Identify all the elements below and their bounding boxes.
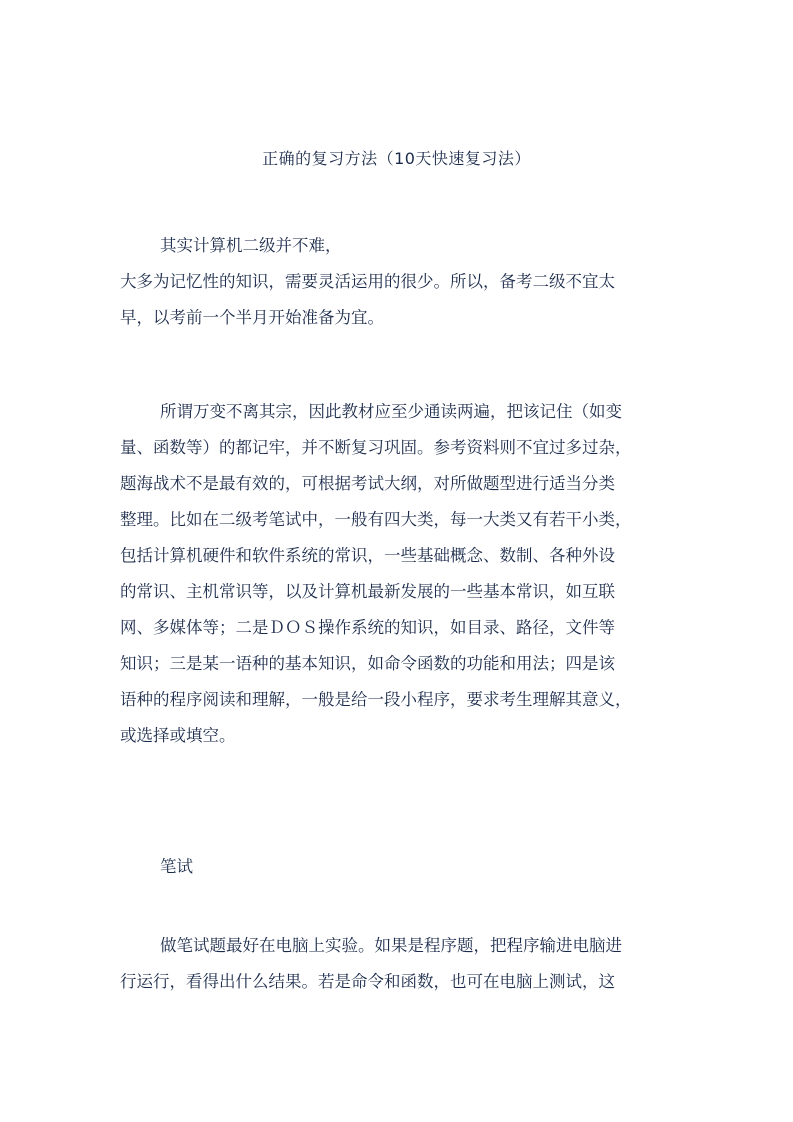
paragraph-method <box>120 394 680 754</box>
paragraph-line: 早，以考前一个半月开始准备为宜。 <box>120 308 384 327</box>
paragraph-line: 大多为记忆性的知识，需要灵活运用的很少。所以，备考二级不宜太 <box>120 272 615 291</box>
paragraph-line: 所谓万变不离其宗，因此教材应至少通读两遍，把该记住（如变 <box>160 402 622 421</box>
paragraph-written-exam <box>120 928 680 1000</box>
section-heading-block <box>120 849 680 885</box>
paragraph-line: 量、函数等）的都记牢，并不断复习巩固。参考资料则不宜过多过杂， <box>120 438 632 457</box>
paragraph-line: 做笔试题最好在电脑上实验。如果是程序题，把程序输进电脑进 <box>160 936 622 955</box>
paragraph-line: 行运行，看得出什么结果。若是命令和函数，也可在电脑上测试，这 <box>120 972 615 991</box>
paragraph-line: 或选择或填空。 <box>120 726 236 745</box>
paragraph-line: 的常识、主机常识等，以及计算机最新发展的一些基本常识，如互联 <box>120 582 615 601</box>
paragraph-line: 包括计算机硬件和软件系统的常识，一些基础概念、数制、各种外设 <box>120 546 615 565</box>
paragraph-line: 整理。比如在二级考笔试中，一般有四大类，每一大类又有若干小类， <box>120 510 632 529</box>
paragraph-line: 网、多媒体等；二是ＤＯＳ操作系统的知识，如目录、路径，文件等 <box>120 618 615 637</box>
paragraph-line: 知识；三是某一语种的基本知识，如命令函数的功能和用法；四是该 <box>120 654 615 673</box>
paragraph-line: 其实计算机二级并不难， <box>160 236 342 255</box>
section-heading: 笔试 <box>160 857 193 876</box>
paragraph-line: 题海战术不是最有效的，可根据考试大纲，对所做题型进行适当分类 <box>120 474 615 493</box>
paragraph-line: 语种的程序阅读和理解，一般是给一段小程序，要求考生理解其意义， <box>120 690 632 709</box>
paragraph-intro <box>120 228 680 336</box>
document-title: 正确的复习方法（10天快速复习法） <box>262 149 531 168</box>
